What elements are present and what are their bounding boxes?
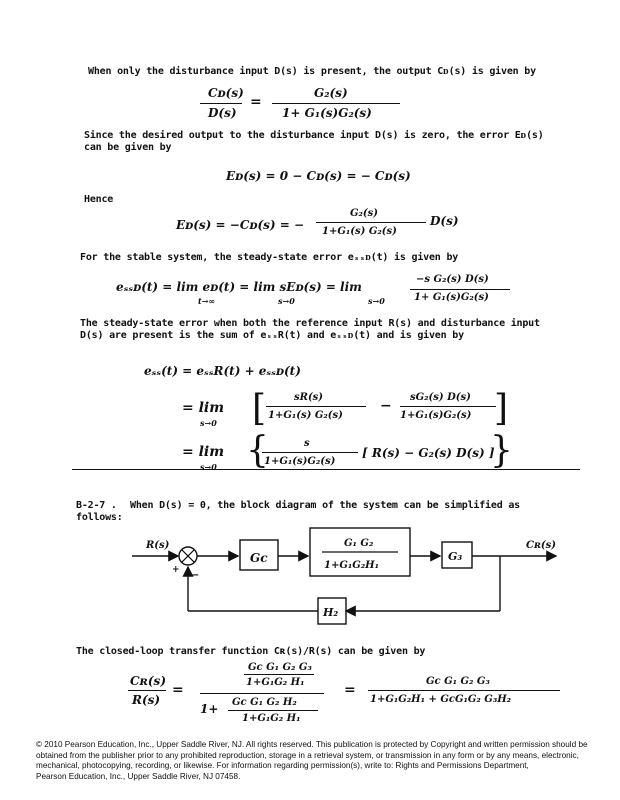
eq3-numerator: G₂(s) [350, 208, 379, 219]
output-label: Cʀ(s) [526, 540, 556, 551]
eq8-mid-top-bar [244, 674, 314, 675]
eq8-mid-top-numerator: Gc G₁ G₂ G₃ [248, 662, 312, 673]
paragraph-error-intro-line2: can be given by [84, 142, 172, 153]
equation-ed-zero: Eᴅ(s) = 0 − Cᴅ(s) = − Cᴅ(s) [226, 169, 411, 183]
eq4-limit1: t→∞ [198, 296, 216, 306]
eq3-fraction-bar [316, 222, 426, 223]
eq3-denominator: 1+G₁(s) G₂(s) [322, 226, 397, 237]
eq4-fraction-bar [410, 289, 510, 290]
copyright-notice [36, 740, 596, 782]
equation-ess-sum: eₛₛ(t) = eₛₛR(t) + eₛₛᴅ(t) [144, 364, 301, 378]
eq6-fraction-bar1 [266, 406, 366, 407]
sum-minus-sign: − [191, 570, 200, 581]
eq6-numerator1: sR(s) [294, 392, 324, 403]
block-mid-denominator: 1+G₁G₂H₁ [324, 560, 380, 571]
eq4-lhs: eₛₛᴅ(t) = lim eᴅ(t) = lim sEᴅ(s) = lim [116, 280, 362, 294]
eq1-equals: = [250, 94, 262, 110]
eq8-mid-top-denominator: 1+G₁G₂ H₁ [246, 677, 305, 688]
eq7-numerator: s [304, 438, 310, 449]
eq6-denominator1: 1+G₁(s) G₂(s) [268, 410, 343, 421]
eq1-lhs-fraction-bar [200, 103, 242, 104]
paragraph-block-diagram-line2: follows: [76, 512, 123, 523]
eq7-left-brace: { [246, 430, 269, 471]
eq4-limit2: s→0 [278, 296, 295, 306]
eq1-rhs-denominator: 1+ G₁(s)G₂(s) [282, 106, 372, 120]
eq3-lhs: Eᴅ(s) = −Cᴅ(s) = − [176, 218, 305, 232]
section-divider [72, 469, 580, 470]
eq8-lhs-bar [128, 690, 166, 691]
paragraph-hence: Hence [84, 194, 114, 205]
eq8-rhs-numerator: Gc G₁ G₂ G₃ [426, 676, 490, 687]
eq6-left-bracket: [ [252, 388, 267, 429]
copyright-line: mechanical, photocopying, recording, or likewise. For information regarding permission(s), write to: Rights and Permissions Department, [36, 761, 529, 770]
block-mid-numerator: G₁ G₂ [344, 538, 374, 549]
eq1-rhs-numerator: G₂(s) [314, 86, 348, 100]
paragraph-total-error-line2: D(s) are present is the sum of eₛₛR(t) and eₛₛᴅ(t) and is given by [80, 330, 464, 341]
block-diagram [0, 520, 620, 630]
eq8-mid-one: 1+ [200, 702, 219, 716]
paragraph-block-diagram-line1: When D(s) = 0, the block diagram of the system can be simplified as [130, 500, 520, 511]
eq7-right-brace: } [490, 430, 513, 471]
eq4-numerator: −s G₂(s) D(s) [416, 274, 489, 285]
eq8-rhs-denominator: 1+G₁G₂H₁ + GcG₁G₂ G₃H₂ [370, 694, 512, 705]
eq6-numerator2: sG₂(s) D(s) [410, 392, 471, 403]
eq8-lhs-denominator: R(s) [132, 693, 161, 707]
eq7-fraction-bar [262, 452, 358, 453]
paragraph-closed-loop-tf: The closed-loop transfer function Cʀ(s)/R(s) can be given by [76, 646, 426, 657]
eq8-rhs-bar [368, 690, 560, 691]
copyright-line: © 2010 Pearson Education, Inc., Upper Saddle River, NJ. All rights reserved. This publication is protected by Copyright and written permission should be [36, 740, 588, 749]
eq6-right-bracket: ] [494, 388, 509, 429]
eq8-mid-bottom-bar [228, 710, 318, 711]
eq8-equals2: = [344, 682, 356, 698]
eq8-mid-main-bar [200, 693, 324, 694]
eq8-mid-bottom-numerator: Gc G₁ G₂ H₂ [232, 697, 297, 708]
paragraph-steady-state-error: For the stable system, the steady-state error eₛₛᴅ(t) is given by [80, 252, 459, 263]
block-g3-label: G₃ [448, 550, 463, 563]
eq8-mid-bottom-denominator: 1+G₁G₂ H₁ [242, 713, 301, 724]
eq7-tail: [ R(s) − G₂(s) D(s) ] [362, 446, 495, 460]
sum-plus-sign: + [172, 565, 180, 575]
block-gc-label: Gc [250, 551, 268, 565]
copyright-line: Pearson Education, Inc., Upper Saddle River, NJ 07458. [36, 771, 241, 781]
eq8-equals1: = [172, 682, 184, 698]
eq6-limit: s→0 [200, 418, 217, 428]
problem-id: B-2-7 . [76, 500, 117, 511]
copyright-line: obtained from the publisher prior to any prohibited reproduction, storage in a retrieval system, or transmission in any form or by any means, electronic, [36, 750, 579, 760]
input-label: R(s) [146, 540, 170, 551]
eq3-tail: D(s) [430, 214, 459, 228]
eq1-rhs-fraction-bar [272, 103, 400, 104]
eq6-fraction-bar2 [400, 406, 496, 407]
eq1-lhs-numerator: Cᴅ(s) [208, 86, 244, 100]
paragraph-total-error-line1: The steady-state error when both the reference input R(s) and disturbance input [80, 318, 540, 329]
eq7-denominator: 1+G₁(s)G₂(s) [264, 456, 336, 467]
paragraph-error-intro-line1: Since the desired output to the disturbance input D(s) is zero, the error Eᴅ(s) [84, 130, 544, 141]
eq4-denominator: 1+ G₁(s)G₂(s) [414, 292, 489, 303]
eq4-limit3: s→0 [368, 296, 385, 306]
eq8-lhs-numerator: Cʀ(s) [130, 674, 166, 688]
eq7-limit: s→0 [200, 462, 217, 472]
block-h2-label: H₂ [323, 606, 339, 619]
eq6-minus: − [380, 398, 392, 414]
eq7-lim: = lim [182, 444, 225, 460]
eq6-denominator2: 1+G₁(s)G₂(s) [400, 410, 472, 421]
eq6-lim: = lim [182, 400, 225, 416]
eq1-lhs-denominator: D(s) [208, 106, 237, 120]
paragraph-disturbance-output: When only the disturbance input D(s) is present, the output Cᴅ(s) is given by [88, 66, 536, 77]
